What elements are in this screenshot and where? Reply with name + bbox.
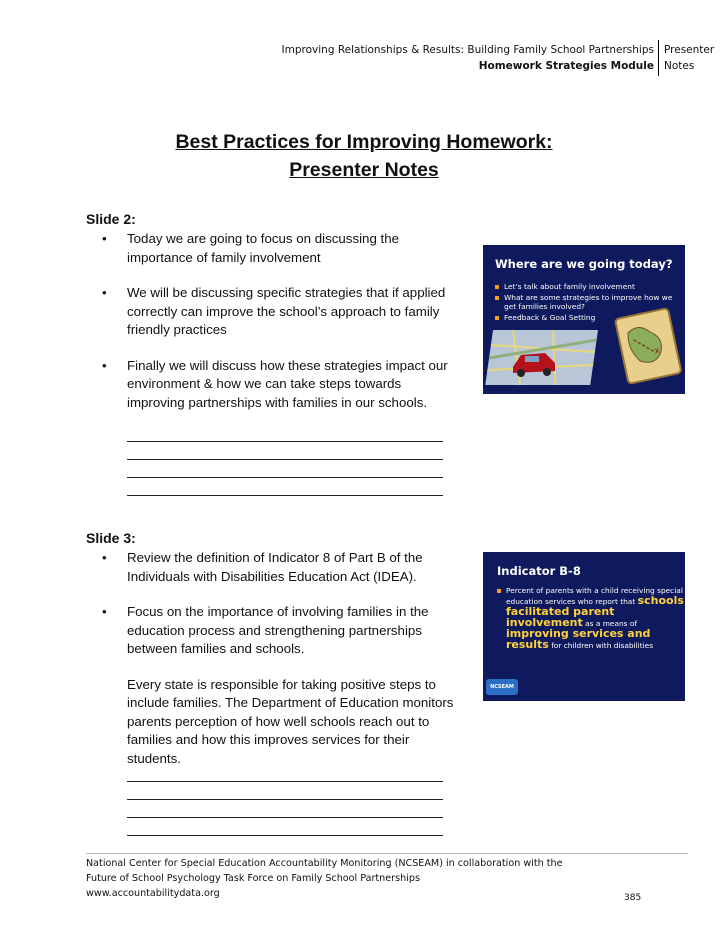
thumb-text-c: for children with disabilities	[548, 641, 654, 650]
slide2-bullet-2: • We will be discussing specific strategies that if applied correctly can improve the school’s approach to family friendly practices	[100, 284, 460, 340]
header-doc-type	[664, 42, 714, 74]
thumb-text-a: Percent of parents with a child receiving special education services who report that	[506, 586, 683, 606]
slide2-bullet-3: • Finally we will discuss how these strategies impact our environment & how we can take steps towards improving partnerships with families in our schools.	[100, 357, 460, 413]
slide2-thumb-item: Feedback & Goal Setting	[495, 313, 679, 323]
slide3-thumb-title: Indicator B-8	[497, 564, 581, 578]
slide3-notes-lines	[127, 764, 443, 836]
ncseam-logo: NCSEAM	[486, 679, 518, 695]
slide3-bullet-2: • Focus on the importance of involving families in the education process and strengthening partnerships between families and schools.	[100, 603, 460, 659]
page-number: 385	[624, 893, 642, 903]
header-series-title: Improving Relationships & Results: Building Family School Partnerships	[281, 44, 654, 56]
footer-line1: National Center for Special Education Accountability Monitoring (NCSEAM) in collaboration with the	[86, 858, 563, 869]
thumb-highlight-1: schools facilitated parent involvement	[506, 594, 684, 629]
slide3-notes	[100, 549, 460, 785]
header-module-title: Homework Strategies Module	[478, 60, 654, 72]
thumb-highlight-2: improving services and results	[506, 627, 651, 651]
header-right-line1: Presenter	[664, 44, 715, 56]
title-line1: Best Practices for Improving Homework:	[175, 131, 553, 153]
slide3-thumbnail	[483, 552, 685, 701]
bullet-marker	[497, 589, 501, 593]
thumb-text-b: as a means of	[582, 619, 637, 628]
slide3-paragraph: Every state is responsible for taking positive steps to include families. The Department of Education monitors parents perception of how well schools reach out to families and how this improves services for their students.	[127, 676, 454, 766]
svg-text:x: x	[653, 345, 661, 357]
header-right-line2: Notes	[664, 60, 695, 72]
footer-rule	[86, 853, 688, 854]
slide2-notes	[100, 230, 460, 429]
running-header	[282, 42, 654, 74]
footer-line2: Future of School Psychology Task Force on Family School Partnerships	[86, 873, 420, 884]
slide2-thumb-title: Where are we going today?	[495, 257, 673, 271]
header-divider	[658, 40, 659, 76]
slide2-bullet-1: • Today we are going to focus on discussing the importance of family involvement	[100, 230, 460, 267]
slide2-thumbnail	[483, 245, 685, 394]
treasure-map-icon	[615, 308, 682, 384]
slide2-heading: Slide 2:	[86, 211, 136, 227]
slide3-thumb-text	[497, 586, 685, 651]
page-title	[0, 128, 728, 184]
slide3-heading: Slide 3:	[86, 530, 136, 546]
footer	[86, 856, 563, 901]
title-line2: Presenter Notes	[289, 159, 439, 181]
map-and-car-illustration	[483, 245, 685, 394]
slide2-thumb-item: What are some strategies to improve how we get families involved?	[495, 293, 679, 312]
slide2-notes-lines	[127, 424, 443, 496]
footer-website: www.accountabilitydata.org	[86, 888, 220, 899]
slide3-bullet-1: • Review the definition of Indicator 8 of Part B of the Individuals with Disabilities Education Act (IDEA).	[100, 549, 460, 586]
slide2-thumb-item: Let’s talk about family involvement	[495, 282, 679, 292]
